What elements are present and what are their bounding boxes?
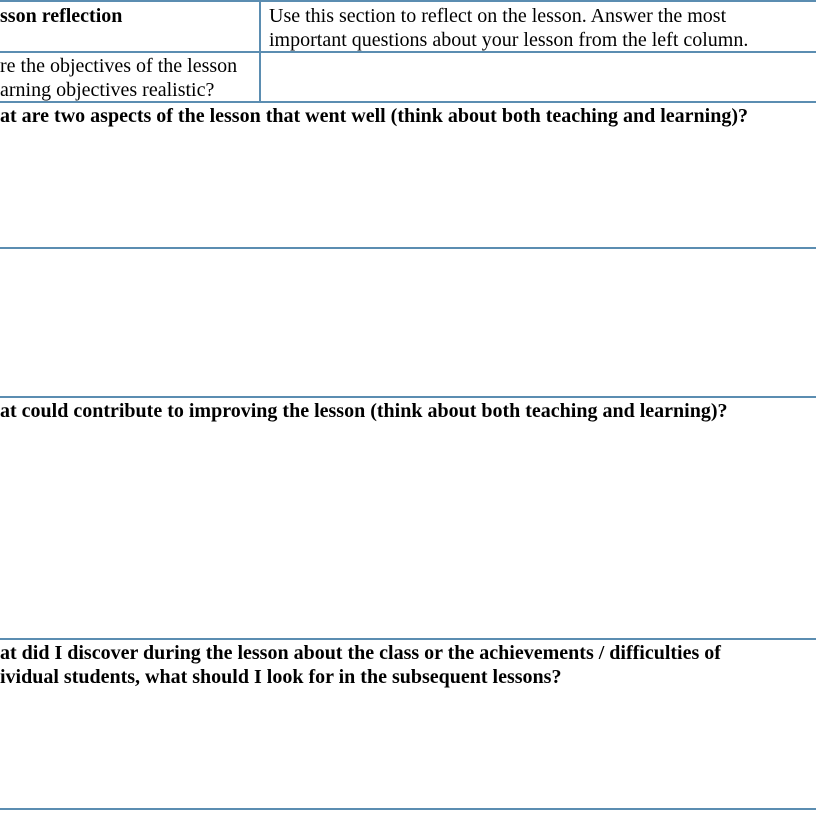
- section-title: sson reflection: [0, 5, 123, 27]
- answer-cell-went-well-2[interactable]: [0, 249, 816, 396]
- objectives-question-line-2: arning objectives realistic?: [0, 79, 215, 101]
- instruction-line-1: Use this section to reflect on the lesson. Answer the most: [269, 5, 727, 27]
- table-border: [0, 396, 816, 398]
- answer-cell-improve[interactable]: [0, 425, 816, 638]
- answer-cell-went-well[interactable]: [0, 130, 816, 247]
- question-went-well: at are two aspects of the lesson that went well (think about both teaching and learning)?: [0, 105, 748, 127]
- question-improve: at could contribute to improving the lesson (think about both teaching and learning)?: [0, 400, 728, 422]
- answer-cell-discover[interactable]: [0, 691, 816, 808]
- table-border: [0, 638, 816, 640]
- instruction-line-2: important questions about your lesson from the left column.: [269, 29, 749, 51]
- objectives-answer-cell[interactable]: [261, 53, 816, 101]
- question-discover-line-2: ividual students, what should I look for in the subsequent lessons?: [0, 666, 562, 688]
- question-discover-line-1: at did I discover during the lesson about the class or the achievements / difficulties of: [0, 642, 721, 664]
- table-border-top: [0, 0, 816, 2]
- table-border-bottom: [0, 808, 816, 810]
- objectives-question-line-1: re the objectives of the lesson: [0, 55, 238, 77]
